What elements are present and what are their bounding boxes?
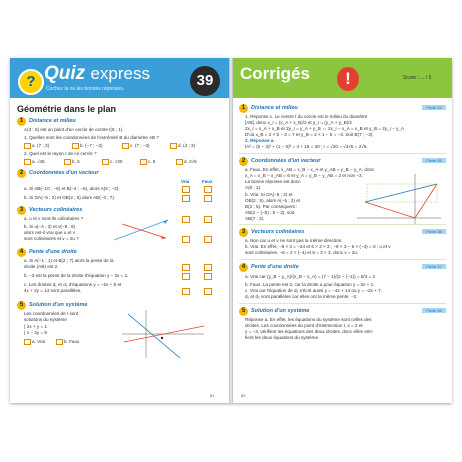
answer-line: fient les deux équations du système. bbox=[245, 335, 320, 340]
option-label: b. Faux bbox=[64, 339, 80, 345]
answer-option[interactable] bbox=[176, 159, 197, 165]
faux-label: Faux bbox=[202, 179, 213, 184]
vrai-checkbox[interactable] bbox=[182, 273, 190, 280]
answer-line: x_A = x_B − x_AB = 6 et y_A = y_B − y_AB = 2 et non −2. bbox=[245, 173, 363, 178]
quiz-title-light: express bbox=[90, 64, 150, 83]
checkbox[interactable] bbox=[56, 339, 63, 345]
question-number: 2 bbox=[17, 169, 26, 178]
answer-option[interactable] bbox=[140, 159, 155, 165]
fiche-reference: Fiche 35 bbox=[422, 158, 446, 163]
section-divider bbox=[239, 259, 446, 260]
option-label: d. (4 ; 3) bbox=[178, 143, 196, 149]
checkbox[interactable] bbox=[24, 339, 31, 345]
fiche-reference: Fiche 34 bbox=[422, 105, 446, 110]
answer-option[interactable] bbox=[56, 339, 79, 345]
intersection-point bbox=[161, 337, 163, 339]
exclamation-icon: ! bbox=[337, 67, 359, 91]
answer-line: D'où x_B = 2 × 5 − 3 = 7 et y_B = 2 × 1 − 5 = −3. Soit B(7 ; −3). bbox=[245, 132, 374, 137]
statement-text: c. Les droites d₁ et d₂ d'équations y = −2x + 5 et bbox=[24, 282, 122, 287]
checkbox[interactable] bbox=[140, 159, 147, 165]
answer-line: droites. Les coordonnées du point d'intersection I, x = 2 et bbox=[245, 323, 363, 328]
quiz-subtitle: Cochez la ou les bonnes réponses. bbox=[46, 86, 125, 92]
option-label: d. 2√5 bbox=[184, 159, 197, 165]
page-number: 82 bbox=[241, 393, 246, 398]
vrai-checkbox[interactable] bbox=[182, 216, 190, 223]
answer-heading: Coordonnées d'un vecteur bbox=[251, 158, 321, 164]
section-divider bbox=[239, 153, 446, 154]
answer-line: A(6 ; 2). bbox=[245, 185, 262, 190]
statement-text: b. Si u(−4 ; 3) et v(−8 ; 6) bbox=[24, 224, 76, 229]
arrow-icon bbox=[163, 220, 168, 224]
answer-line: Réponse a. En effet, les équations du système sont celles des bbox=[245, 317, 372, 322]
faux-checkbox[interactable] bbox=[204, 264, 212, 271]
fiche-reference: Fiche 36 bbox=[422, 229, 446, 234]
answer-line: 1. Réponse c. Le centre I du cercle est le milieu du diamètre bbox=[245, 114, 368, 119]
checkbox[interactable] bbox=[102, 159, 109, 165]
option-label: a. Vrai bbox=[32, 339, 46, 345]
answer-line: b. Vrai. En effet, −8 × 3 = −24 et 6 × 2 × 3 ; −8 × 3 − 6 × (−4) = 0 ; u et v bbox=[245, 244, 391, 249]
faux-checkbox[interactable] bbox=[204, 186, 212, 193]
corrections-page bbox=[233, 58, 452, 403]
vector-diagram bbox=[353, 172, 445, 226]
question-heading: Distance et milieu bbox=[29, 118, 76, 124]
vector-oa bbox=[365, 202, 415, 218]
answer-line: y = −3, vérifient les équations des deux droites, donc elles véri- bbox=[245, 329, 374, 334]
question-heading: Vecteurs colinéaires bbox=[29, 207, 83, 213]
answer-option[interactable] bbox=[64, 159, 80, 165]
vrai-label: Vrai bbox=[181, 179, 190, 184]
answer-line: a. Vrai car (y_B − y_A)/(x_B − x_A) = (7 − 1)/(2 − (−1)) = 6/3 = 2 bbox=[245, 274, 376, 279]
answer-heading: Vecteurs colinéaires bbox=[251, 229, 305, 235]
question-text: Les coordonnées de I sont bbox=[24, 311, 79, 316]
statement-text: a. Si A(−1 ; 1) et B(2 ; 7) alors la pente de la bbox=[24, 258, 114, 263]
answer-heading: Pente d'une droite bbox=[251, 264, 299, 270]
faux-checkbox[interactable] bbox=[204, 216, 212, 223]
answer-option[interactable] bbox=[72, 143, 102, 149]
faux-checkbox[interactable] bbox=[204, 236, 212, 243]
checkbox[interactable] bbox=[72, 143, 79, 149]
quiz-title-bold: Quiz bbox=[44, 63, 86, 84]
answer-number: 4 bbox=[239, 263, 248, 272]
option-label: c. 6 bbox=[148, 159, 156, 165]
question-heading: Coordonnées d'un vecteur bbox=[29, 170, 99, 176]
answer-line: La bonne réponse est donc bbox=[245, 179, 301, 184]
statement-text: a. Si AB(−10 ; −8) et B(−4 ; −6), alors A(6 ; −2). bbox=[24, 186, 120, 191]
quiz-header-band bbox=[10, 58, 229, 98]
statement-text: b. Si OA(−5 ; 2) et OB(2 ; 5) alors AB(−3 ; 7). bbox=[24, 195, 116, 200]
answer-line: 2. Réponse a. bbox=[245, 138, 275, 143]
question-heading: Solution d'un système bbox=[29, 302, 88, 308]
question-text: 1. Quelles sont les coordonnées de l'extrémité B du diamètre AB ? bbox=[24, 135, 159, 140]
answer-option[interactable] bbox=[24, 159, 45, 165]
answer-line: c. Vrai car l'équation de d₂ s'écrit aussi y = −4x + 14 ou y = −2x + 7. bbox=[245, 288, 382, 293]
option-label: a. √45 bbox=[32, 159, 45, 165]
option-label: c. (7 ; −3) bbox=[130, 143, 150, 149]
answer-line: b. Faux. La pente est 3, car la droite a pour équation y = 3x + 1. bbox=[245, 282, 375, 287]
question-number: 5 bbox=[17, 301, 26, 310]
checkbox[interactable] bbox=[24, 143, 31, 149]
corrections-title: Corrigés bbox=[240, 64, 310, 83]
question-number: 3 bbox=[17, 206, 26, 215]
checkbox[interactable] bbox=[64, 159, 71, 165]
answer-line: sont colinéaires. −8 = 2 × (−4) et 6 = 2 × 3, donc v = 2u. bbox=[245, 250, 359, 255]
question-text: A(3 ; 5) est un point d'un cercle de centre I(5 ; 1). bbox=[24, 127, 124, 132]
question-text: 2. Quel est le rayon r de ce cercle ? bbox=[24, 151, 97, 156]
statement-text: droite (AB) est 2. bbox=[24, 264, 59, 269]
answer-option[interactable] bbox=[24, 339, 45, 345]
question-text: solutions du système bbox=[24, 317, 67, 322]
vector-figure bbox=[108, 216, 174, 244]
question-number: 1 bbox=[17, 117, 26, 126]
option-label: a. (7 ; 3) bbox=[32, 143, 50, 149]
answer-heading: Distance et milieu bbox=[251, 105, 298, 111]
answer-line: OB(2 ; 5), alors A(−5 ; 2) et bbox=[245, 198, 301, 203]
answer-line: IA² = (5 − 3)² + (1 − 5)² = 4 + 16 = 20 ; r = √20 = √4×5 = 2√5. bbox=[245, 144, 368, 149]
vrai-checkbox[interactable] bbox=[182, 195, 190, 202]
corrections-header-band bbox=[233, 58, 452, 98]
faux-checkbox[interactable] bbox=[204, 273, 212, 280]
statement-text: b. −3 est la pente de la droite d'équation y − 3x = 1. bbox=[24, 273, 129, 278]
answer-number: 3 bbox=[239, 228, 248, 237]
open-book bbox=[10, 58, 452, 403]
vector-v-line bbox=[122, 224, 166, 238]
answer-option[interactable] bbox=[102, 159, 122, 165]
answer-line: b. Vrai. Si OA(−5 ; 2) et bbox=[245, 192, 293, 197]
question-heading: Pente d'une droite bbox=[29, 249, 77, 255]
faux-checkbox[interactable] bbox=[204, 288, 212, 295]
question-mark-icon: ? bbox=[18, 69, 44, 95]
checkbox[interactable] bbox=[170, 143, 177, 149]
vector-ab bbox=[365, 184, 437, 202]
answer-option[interactable] bbox=[122, 143, 150, 149]
answer-line: a. Faux. En effet, x_AB = x_B − x_A et y_AB = y_B − y_A, donc bbox=[245, 167, 375, 172]
answer-line: a. Non car u et v ne sont pas la même direction. bbox=[245, 238, 343, 243]
answer-number: 2 bbox=[239, 157, 248, 166]
vrai-checkbox[interactable] bbox=[182, 236, 190, 243]
page-title: Géométrie dans le plan bbox=[17, 104, 117, 114]
answer-line: AB(7 ; 3). bbox=[245, 216, 265, 221]
vrai-checkbox[interactable] bbox=[182, 186, 190, 193]
answer-line: 2x_I = x_A + x_B et 2y_I = y_A + y_B ⇔ 2x_I − x_A = x_B et y_B = 2y_I − y_A bbox=[245, 126, 405, 131]
system-equation: { x − 2y = 8 bbox=[24, 330, 47, 335]
fiche-reference: Fiche 38 bbox=[422, 308, 446, 313]
section-divider bbox=[239, 303, 446, 304]
checkbox[interactable] bbox=[176, 159, 183, 165]
checkbox[interactable] bbox=[24, 159, 31, 165]
option-label: c. √20 bbox=[110, 159, 123, 165]
answer-line: AB(2 − (−5) ; 5 − 2), soit bbox=[245, 210, 295, 215]
vector-ob bbox=[415, 184, 437, 218]
statement-text: alors est-il vrai que u et v bbox=[24, 230, 76, 235]
answer-number: 1 bbox=[239, 104, 248, 113]
checkbox[interactable] bbox=[122, 143, 129, 149]
section-divider bbox=[239, 224, 446, 225]
system-graph bbox=[118, 308, 208, 360]
answer-heading: Solution d'un système bbox=[251, 308, 310, 314]
score-label: Score : ... / 5 bbox=[403, 75, 432, 81]
answer-option[interactable] bbox=[24, 143, 49, 149]
answer-number: 5 bbox=[239, 307, 248, 316]
answer-line: [AB], donc x_I = (x_A + x_B)/2 et y_I = (y_A + y_B)/2 bbox=[245, 120, 352, 125]
quiz-number-badge: 39 bbox=[190, 66, 220, 96]
statement-text: a. u et v sont-ils colinéaires ? bbox=[24, 216, 84, 221]
answer-line: B(2 ; 5). Par conséquent : bbox=[245, 204, 298, 209]
quiz-title bbox=[44, 63, 150, 85]
statement-text: sont colinéaires et v = 2u ? bbox=[24, 236, 79, 241]
quiz-page bbox=[10, 58, 229, 403]
statement-text: 4x + 2y = 14 sont parallèles. bbox=[24, 288, 82, 293]
system-equation: { 2x + y = 1 bbox=[24, 324, 47, 329]
page-number: 81 bbox=[210, 393, 215, 398]
vrai-checkbox[interactable] bbox=[182, 264, 190, 271]
faux-checkbox[interactable] bbox=[204, 195, 212, 202]
answer-line: d₁ et d₂ sont parallèles car elles ont la même pente, −2. bbox=[245, 294, 358, 299]
answer-option[interactable] bbox=[170, 143, 195, 149]
option-label: b. (−7 ; −3) bbox=[80, 143, 103, 149]
fiche-reference: Fiche 37 bbox=[422, 264, 446, 269]
option-label: b. 5 bbox=[72, 159, 80, 165]
vrai-checkbox[interactable] bbox=[182, 288, 190, 295]
question-number: 4 bbox=[17, 248, 26, 257]
